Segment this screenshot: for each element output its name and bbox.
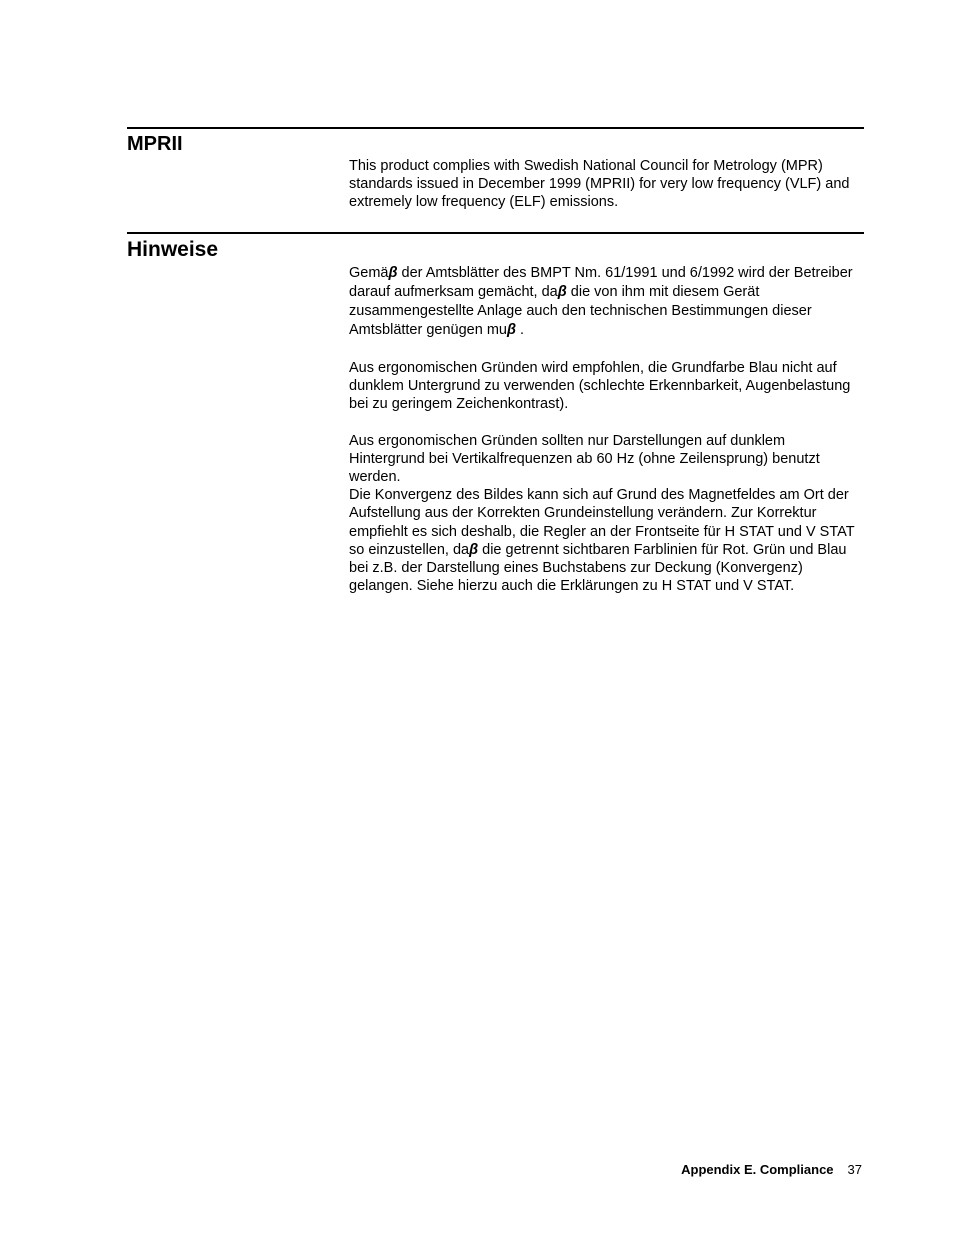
page-number: 37 xyxy=(847,1162,862,1177)
eszett-glyph: β xyxy=(469,541,479,558)
section-title: MPRII xyxy=(127,133,183,155)
paragraph: This product complies with Swedish National Council for Metrology (MPR) standards issued in December 1999 (MPRII) for very low frequency (VLF) and extremely low frequency (ELF) emissions. xyxy=(349,158,850,211)
footer-label: Appendix E. Compliance xyxy=(681,1162,834,1177)
paragraph: Gemäβ der Amtsblätter des BMPT Nm. 61/1991 und 6/1992 wird der Betreiber darauf aufmerksam gemächt, daβ die von ihm mit diesem Gerät zusammengestellte Anlage auch den technischen Bestimmungen dieser Amtsblätter genügen muβ . xyxy=(349,265,853,338)
section-hinweise-body xyxy=(349,264,864,340)
eszett-glyph: β xyxy=(506,322,516,338)
section-title: Hinweise xyxy=(127,238,219,261)
eszett-glyph: β xyxy=(388,265,398,281)
paragraph: Aus ergonomischen Gründen sollten nur Darstellungen auf dunklem Hintergrund bei Vertikalfrequenzen ab 60 Hz (ohne Zeilensprung) benutzt werden. xyxy=(349,432,820,486)
eszett-glyph: β xyxy=(557,284,567,300)
section-hinweise xyxy=(127,232,864,262)
section-mprii-body xyxy=(349,157,864,212)
section-hinweise-body-2 xyxy=(349,359,864,595)
section-mprii xyxy=(127,127,864,156)
paragraph: Die Konvergenz des Bildes kann sich auf Grund des Magnetfeldes am Ort der Aufstellung aus der Korrekten Grundeinstellung verändern. Zur Korrektur empfiehlt es sich deshalb, die Regler an der Frontseite für H STAT und V STAT so einzustellen, daβ die getrennt sichtbaren Farblinien für Rot. Grün und Blau bei z.B. der Darstellung eines Buchstabens zur Deckung (Konvergenz) gelangen. Siehe hierzu auch die Erklärungen zu H STAT und V STAT. xyxy=(349,487,855,595)
paragraph: Aus ergonomischen Gründen wird empfohlen, die Grundfarbe Blau nicht auf dunklem Untergrund zu verwenden (schlechte Erkennbarkeit, Augenbelastung bei zu geringem Zeichenkontrast). xyxy=(349,360,851,413)
page-footer xyxy=(681,1162,862,1177)
